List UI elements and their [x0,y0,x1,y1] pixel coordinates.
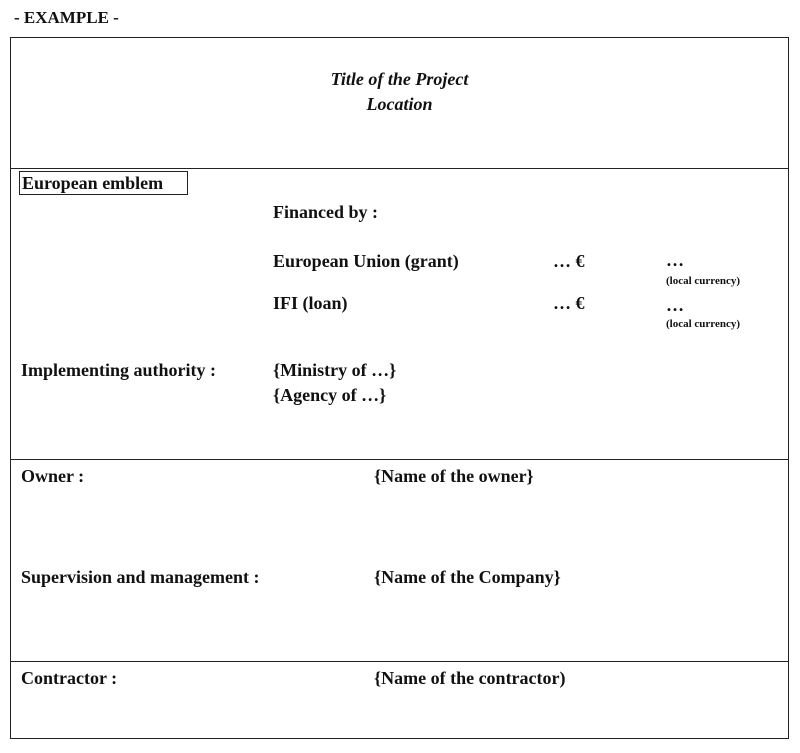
owner-label: Owner : [21,466,85,486]
example-label: - EXAMPLE - [14,8,119,27]
project-location: Location [366,94,433,114]
implementing-authority-label: Implementing authority : [21,360,216,380]
owner-value: {Name of the owner} [374,466,534,486]
supervision-label: Supervision and management : [21,567,260,587]
contractor-value: {Name of the contractor) [374,668,566,688]
divider-title [10,168,789,169]
source-local-note-ifi: (local currency) [666,318,741,330]
source-name-ifi: IFI (loan) [273,293,348,313]
financed-by-label: Financed by : [273,202,379,222]
source-amount-ifi: … € [553,293,585,313]
source-amount-eu: … € [553,251,585,271]
source-name-eu: European Union (grant) [273,251,459,271]
project-title: Title of the Project [330,69,469,89]
european-emblem-label: European emblem [22,173,164,193]
divider-parties [10,661,789,662]
supervision-value: {Name of the Company} [374,567,561,587]
implementing-ministry: {Ministry of …} [273,360,397,380]
source-local-note-eu: (local currency) [666,275,741,287]
source-local-eu: … [666,250,684,270]
divider-financing [10,459,789,460]
source-local-ifi: … [666,295,684,315]
signboard-frame [10,37,789,739]
implementing-agency: {Agency of …} [273,385,387,405]
contractor-label: Contractor : [21,668,118,688]
